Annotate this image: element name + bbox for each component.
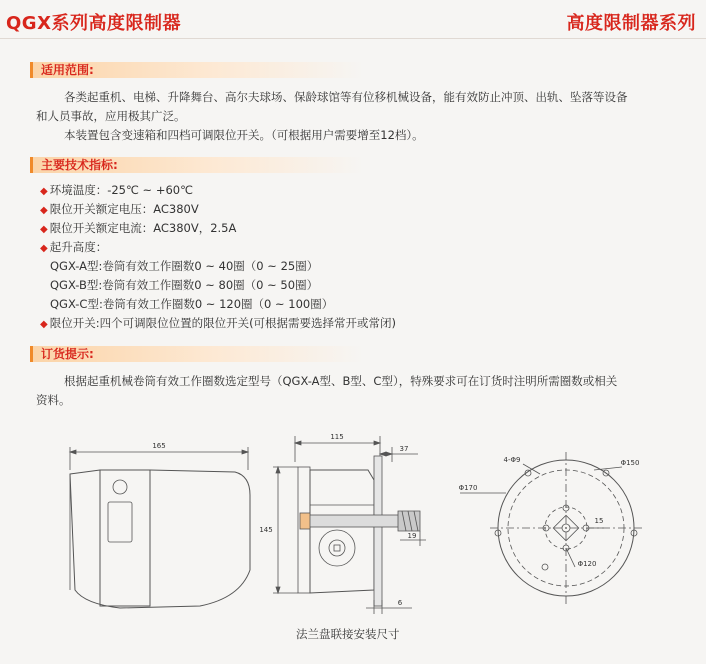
diamond-bullet-icon: ◆: [40, 243, 48, 254]
section-title-specs: 主要技术指标:: [41, 158, 118, 172]
dim-115: 115: [330, 433, 344, 441]
section-title-scope: 适用范围:: [41, 63, 94, 77]
model-item: QGX-A型:卷筒有效工作圈数0 ~ 40圈（0 ~ 25圈）: [50, 259, 319, 273]
order-text-line2: 资料。: [36, 393, 71, 407]
section-title-order: 订货提示:: [41, 347, 94, 361]
side-view: [273, 436, 426, 614]
page-title: QGX系列高度限制器: [6, 13, 181, 34]
order-text-line1: 根据起重机械卷筒有效工作圈数选定型号（QGX-A型、B型、C型），特殊要求可在订货时注明所需圈数或相关: [64, 374, 618, 388]
spec-item: ◆ 限位开关额定电流：AC380V，2.5A: [40, 221, 237, 235]
diamond-bullet-icon: ◆: [40, 224, 48, 235]
spec-item: ◆ 限位开关:四个可调限位位置的限位开关(可根据需要选择常开或常闭): [40, 316, 397, 330]
dim-165: 165: [152, 442, 166, 450]
dim-phi150: Φ150: [620, 459, 640, 467]
drawing-caption: 法兰盘联接安装尺寸: [296, 627, 400, 641]
dim-phi120: Φ120: [577, 560, 597, 568]
scope-text-line2: 和人员事故，应用极其广泛。: [36, 109, 186, 123]
spec-item: ◆ 限位开关额定电压：AC380V: [40, 202, 199, 216]
diamond-bullet-icon: ◆: [40, 319, 48, 330]
dim-6: 6: [397, 599, 403, 607]
series-title: 高度限制器系列: [566, 13, 696, 34]
spec-item: ◆ 环境温度：-25℃ ~ +60℃: [40, 183, 194, 197]
diamond-bullet-icon: ◆: [40, 186, 48, 197]
dim-4-phi9: 4-Φ9: [503, 456, 521, 464]
dim-19: 19: [407, 532, 417, 540]
model-item: QGX-B型:卷筒有效工作圈数0 ~ 80圈（0 ~ 50圈）: [50, 278, 319, 292]
flange-view: [460, 452, 642, 604]
dim-37: 37: [399, 445, 409, 453]
dim-15: 15: [594, 517, 604, 525]
scope-text-line1: 各类起重机、电梯、升降舞台、高尔夫球场、保龄球馆等有位移机械设备，能有效防止冲顶、出轨、坠落等设备: [64, 90, 628, 104]
diamond-bullet-icon: ◆: [40, 205, 48, 216]
scope-text-line3: 本装置包含变速箱和四档可调限位开关。（可根据用户需要增至12档）。: [64, 128, 424, 142]
dim-145: 145: [259, 526, 273, 534]
dim-phi170: Φ170: [458, 484, 478, 492]
model-item: QGX-C型:卷筒有效工作圈数0 ~ 120圈（0 ~ 100圈）: [50, 297, 334, 311]
front-view: [70, 447, 250, 608]
spec-item: ◆ 起升高度：: [40, 240, 108, 254]
